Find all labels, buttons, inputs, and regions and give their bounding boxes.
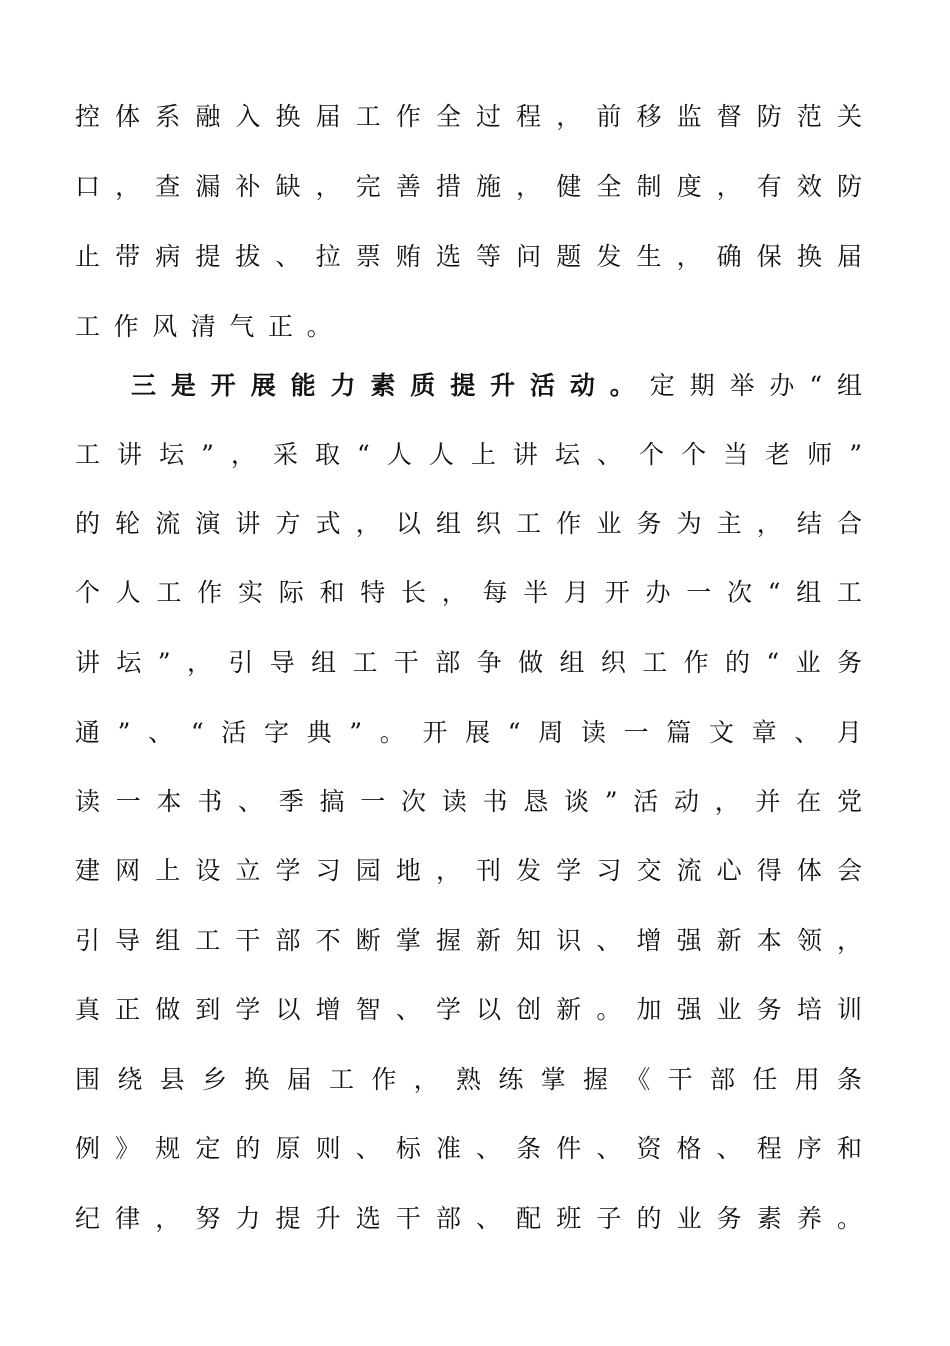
- text-line: 的​轮​流​演​讲​方​式​，​以​组​织​工​作​业​务​为​主​，​结​合: [75, 509, 862, 538]
- text-line: 真​正​做​到​学​以​增​智​、​学​以​创​新​。​加​强​业​务​培​训: [75, 995, 862, 1024]
- paragraph-first-line: [131, 366, 862, 406]
- text-line: 控​体​系​融​入​换​届​工​作​全​过​程​，​前​移​监​督​防​范​关: [75, 102, 862, 131]
- text-line: 纪​律​，​努​力​提​升​选​干​部​、​配​班​子​的​业​务​素​养​。: [75, 1204, 862, 1233]
- text-line: 个​人​工​作​实​际​和​特​长​，​每​半​月​开​办​一​次​“​组​工: [75, 578, 862, 607]
- text-line: 围​绕​县​乡​换​届​工​作​，​熟​练​掌​握​《​干​部​任​用​条: [75, 1065, 862, 1094]
- text-line: 读​一​本​书​、​季​搞​一​次​读​书​恳​谈​”​活​动​，​并​在​党: [75, 787, 862, 816]
- text-line: 建​网​上​设​立​学​习​园​地​，​刊​发​学​习​交​流​心​得​体​会: [75, 856, 862, 885]
- text-line: 例​》​规​定​的​原​则​、​标​准​、​条​件​、​资​格​、​程​序​和: [75, 1134, 862, 1163]
- text-line: 讲​坛​”​，​引​导​组​工​干​部​争​做​组​织​工​作​的​“​业​务: [75, 648, 862, 677]
- text-line: 止​带​病​提​拔​、​拉​票​贿​选​等​问​题​发​生​，​确​保​换​届: [75, 242, 862, 271]
- text-line: 通​”​、​“​活​字​典​”​。​开​展​“​周​读​一​篇​文​章​、​月: [75, 718, 862, 747]
- text-line: 工​讲​坛​”​，​采​取​“​人​人​上​讲​坛​、​个​个​当​老​师​”: [75, 440, 862, 469]
- text-line: 引​导​组​工​干​部​不​断​掌​握​新​知​识​、​增​强​新​本​领​，: [75, 926, 862, 955]
- paragraph-lead-heading: 三​是​开​展​能​力​素​质​提​升​活​动​。: [131, 371, 650, 400]
- text-line: 工作风清气正。: [75, 312, 346, 341]
- text-line: 口​，​查​漏​补​缺​，​完​善​措​施​，​健​全​制​度​，​有​效​防: [75, 172, 862, 201]
- text-segment: 定​期​举​办​“​组: [649, 371, 862, 400]
